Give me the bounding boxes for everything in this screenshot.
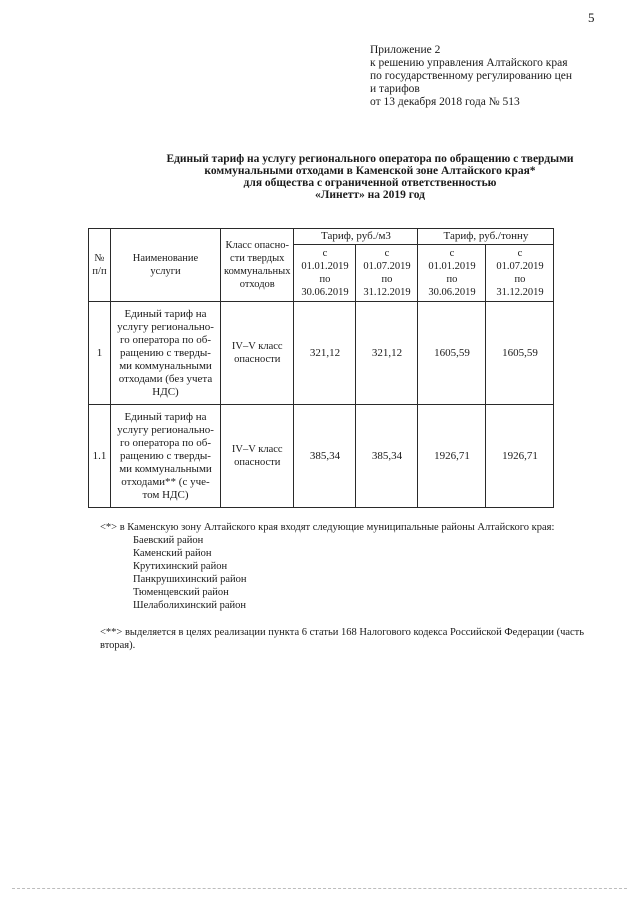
row-no: 1.1 <box>89 405 111 508</box>
row-value: 321,12 <box>294 302 356 405</box>
list-item: Баевский район <box>133 535 204 546</box>
row-service-name: Единый тариф на услугу регионально- го оператора по об- ращению с тверды- ми коммунальными отходами (без учета НДС) <box>111 302 221 405</box>
table-row <box>89 405 554 508</box>
row-value: 1605,59 <box>486 302 554 405</box>
header-period: с 01.01.2019 по 30.06.2019 <box>294 245 356 302</box>
title-line: Единый тариф на услугу регионального оператора по обращению с твердыми <box>166 153 574 165</box>
district-list <box>133 534 605 612</box>
appendix-line: и тарифов <box>370 83 420 95</box>
row-hazard-class: IV–V класс опасности <box>221 302 294 405</box>
row-value: 385,34 <box>294 405 356 508</box>
table-row <box>89 302 554 405</box>
header-no: № п/п <box>89 229 111 302</box>
row-value: 321,12 <box>356 302 418 405</box>
title-line: для общества с ограниченной ответственностью <box>243 177 497 189</box>
appendix-block <box>370 44 572 109</box>
footnote-vat: <**> выделяется в целях реализации пункта 6 статьи 168 Налогового кодекса Российской Федерации (часть вторая). <box>100 627 585 651</box>
row-value: 1926,71 <box>418 405 486 508</box>
footnote-zone: <*> в Каменскую зону Алтайского края входят следующие муниципальные районы Алтайского края: <box>100 522 555 533</box>
tariff-table <box>88 228 554 508</box>
page-bottom-divider <box>12 888 627 889</box>
title-line: «Линетт» на 2019 год <box>315 189 425 201</box>
row-value: 1926,71 <box>486 405 554 508</box>
header-tariff-ton: Тариф, руб./тонну <box>418 229 554 245</box>
list-item: Крутихинский район <box>133 561 228 572</box>
list-item: Шелаболихинский район <box>133 600 246 611</box>
table-header-row <box>89 229 554 245</box>
header-period: с 01.07.2019 по 31.12.2019 <box>356 245 418 302</box>
footnotes <box>100 521 605 652</box>
header-name: Наименование услуги <box>111 229 221 302</box>
appendix-line: к решению управления Алтайского края <box>370 57 568 69</box>
list-item: Каменский район <box>133 548 212 559</box>
header-period: с 01.01.2019 по 30.06.2019 <box>418 245 486 302</box>
header-period: с 01.07.2019 по 31.12.2019 <box>486 245 554 302</box>
row-service-name: Единый тариф на услугу регионально- го оператора по об- ращению с тверды- ми коммунальными отходами** (с уче- том НДС) <box>111 405 221 508</box>
row-value: 1605,59 <box>418 302 486 405</box>
header-tariff-m3: Тариф, руб./м3 <box>294 229 418 245</box>
row-value: 385,34 <box>356 405 418 508</box>
row-hazard-class: IV–V класс опасности <box>221 405 294 508</box>
document-title <box>100 153 639 201</box>
appendix-line: по государственному регулированию цен <box>370 70 573 82</box>
row-no: 1 <box>89 302 111 405</box>
header-class: Класс опасно- сти твердых коммунальных отходов <box>221 229 294 302</box>
appendix-line: от 13 декабря 2018 года № 513 <box>370 96 520 108</box>
title-line: коммунальными отходами в Каменской зоне Алтайского края* <box>204 165 536 177</box>
appendix-line: Приложение 2 <box>370 44 441 56</box>
list-item: Тюменцевский район <box>133 587 229 598</box>
page-number: 5 <box>588 10 595 25</box>
list-item: Панкрушихинский район <box>133 574 247 585</box>
